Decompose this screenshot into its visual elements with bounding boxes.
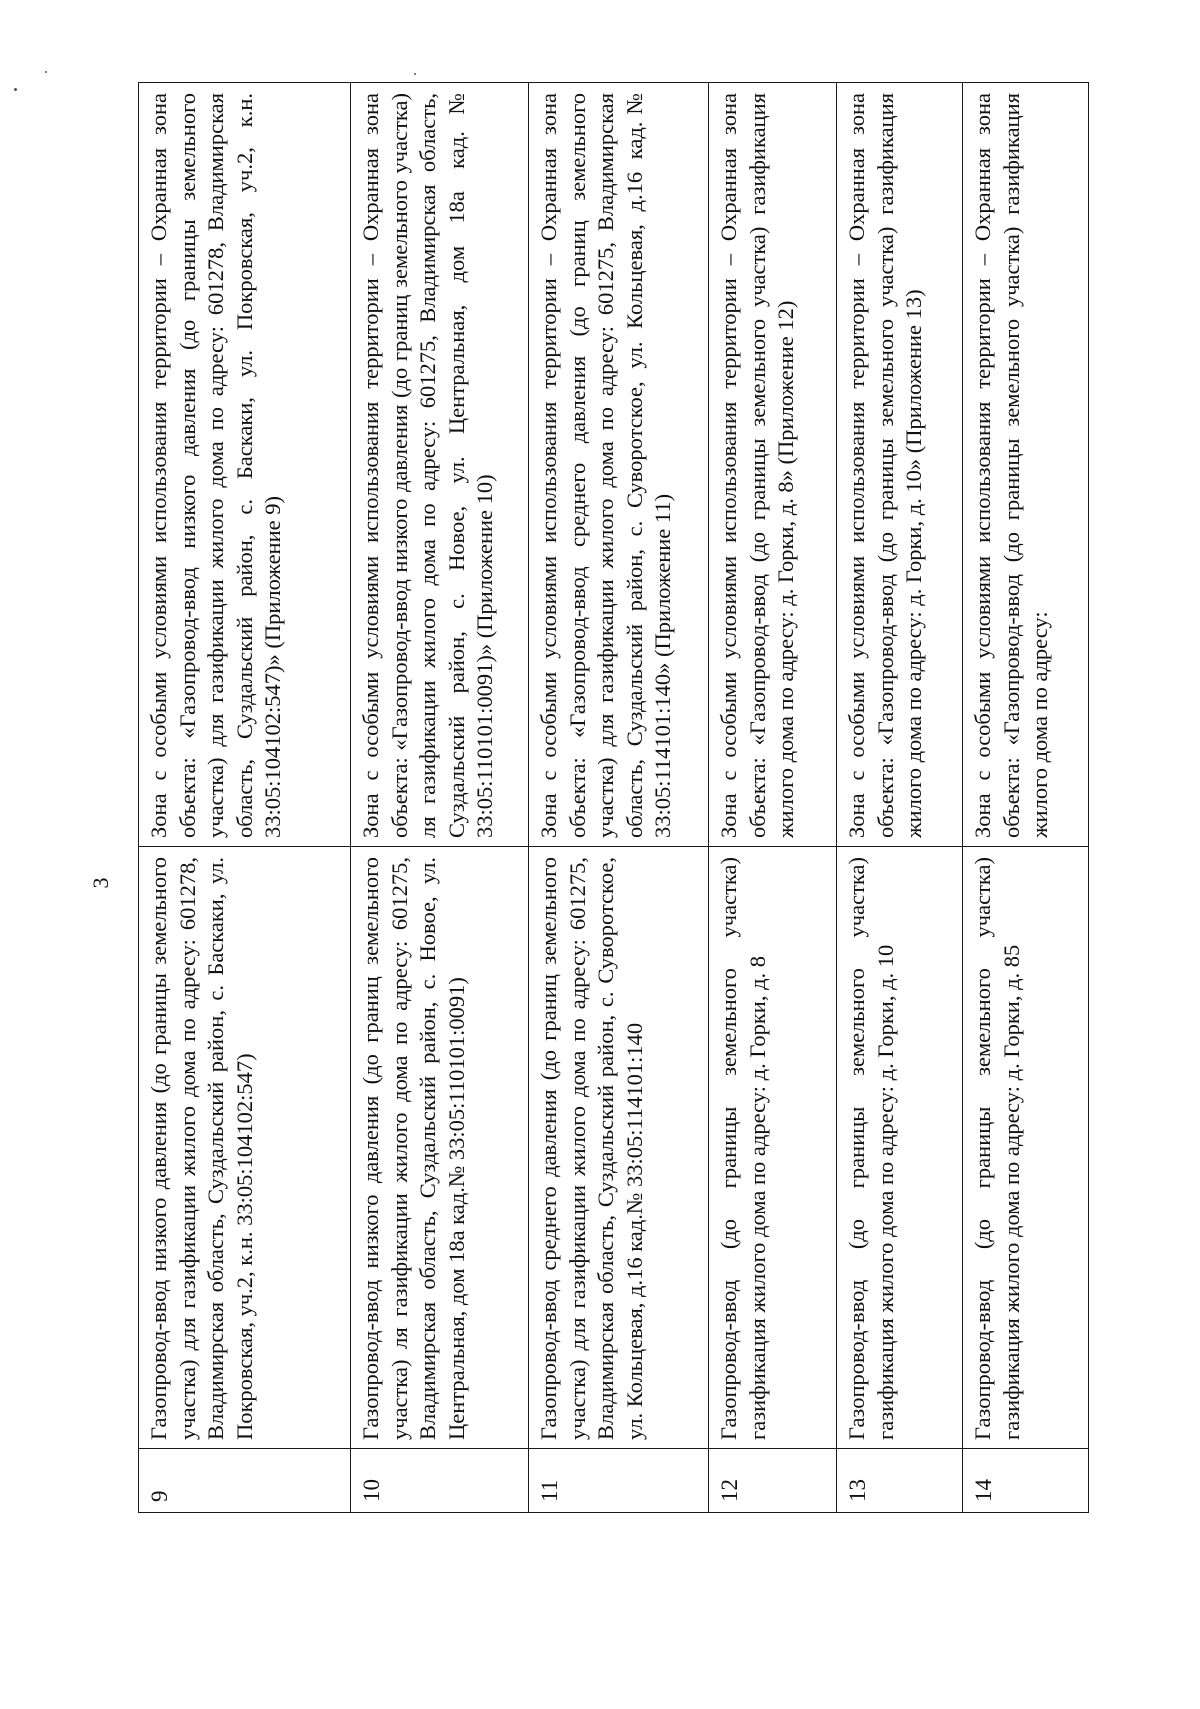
table-row <box>139 83 351 1513</box>
table-row <box>709 83 837 1513</box>
row-number: 12 <box>709 1449 837 1513</box>
object-description: Газопровод-ввод низкого давления (до границ земельного участка) ля газификации жилого дома по адресу: 601275, Владимирская область, Суздальский район, с. Новое, ул. Центральная, дом 18а кад.№ 33:05:110101:0091) <box>351 847 529 1449</box>
object-description: Газопровод-ввод среднего давления (до границ земельного участка) для газификации жилого дома по адресу: 601275, Владимирская область, Суздальский район, с. Суворотское, ул. Кольцевая, д.16 кад.№ 33:05:114101:140 <box>529 847 709 1449</box>
zone-description: Зона с особыми условиями использования территории – Охранная зона объекта: «Газопровод-ввод низкого давления (до границы земельного участка) для газификации жилого дома по адресу: 601278, Владимирская область, Суздальский район, с. Баскаки, ул. Покровская, уч.2, к.н. 33:05:104102:547)» (Приложение 9) <box>139 83 351 847</box>
zone-description: Зона с особыми условиями использования территории – Охранная зона объекта: «Газопровод-ввод среднего давления (до границ земельного участка) для газификации жилого дома по адресу: 601275, Владимирская область, Суздальский район, с. Суворотское, ул. Кольцевая, д.16 кад.№ 33:05:114101:140» (Приложение 11) <box>529 83 709 847</box>
zone-description: Зона с особыми условиями использования территории – Охранная зона объекта: «Газопровод-ввод (до границы земельного участка) газификация жилого дома по адресу: <box>963 83 1089 847</box>
row-number: 9 <box>139 1449 351 1513</box>
table-row <box>963 83 1089 1513</box>
rotated-table-container <box>138 83 1088 1513</box>
object-description: Газопровод-ввод низкого давления (до границы земельного участка) для газификации жилого дома по адресу: 601278, Владимирская область, Суздальский район, с. Баскаки, ул. Покровская, уч.2, к.н. 33:05:104102:547) <box>139 847 351 1449</box>
table-row <box>529 83 709 1513</box>
object-description: Газопровод-ввод (до границы земельного участка) газификация жилого дома по адресу: д. Горки, д. 10 <box>837 847 963 1449</box>
zone-description: Зона с особыми условиями использования территории – Охранная зона объекта: «Газопровод-ввод (до границы земельного участка) газификация жилого дома по адресу: д. Горки, д. 8» (Приложение 12) <box>709 83 837 847</box>
scan-speck <box>45 71 47 73</box>
zones-table <box>138 82 1089 1513</box>
object-description: Газопровод-ввод (до границы земельного участка) газификация жилого дома по адресу: д. Горки, д. 85 <box>963 847 1089 1449</box>
row-number: 14 <box>963 1449 1089 1513</box>
page-number: 3 <box>88 877 113 889</box>
zone-description: Зона с особыми условиями использования территории – Охранная зона объекта: «Газопровод-ввод (до границы земельного участка) газификация жилого дома по адресу: д. Горки, д. 10» (Приложение 13) <box>837 83 963 847</box>
row-number: 11 <box>529 1449 709 1513</box>
table-row <box>837 83 963 1513</box>
table-row <box>351 83 529 1513</box>
scan-speck <box>414 73 416 75</box>
zone-description: Зона с особыми условиями использования территории – Охранная зона объекта: «Газопровод-ввод низкого давления (до границ земельного участка) ля газификации жилого дома по адресу: 601275, Владимирская область, Суздальский район, с. Новое, ул. Центральная, дом 18а кад.№ 33:05:110101:0091)» (Приложение 10) <box>351 83 529 847</box>
scan-speck <box>14 88 17 91</box>
row-number: 13 <box>837 1449 963 1513</box>
row-number: 10 <box>351 1449 529 1513</box>
object-description: Газопровод-ввод (до границы земельного участка) газификация жилого дома по адресу: д. Горки, д. 8 <box>709 847 837 1449</box>
